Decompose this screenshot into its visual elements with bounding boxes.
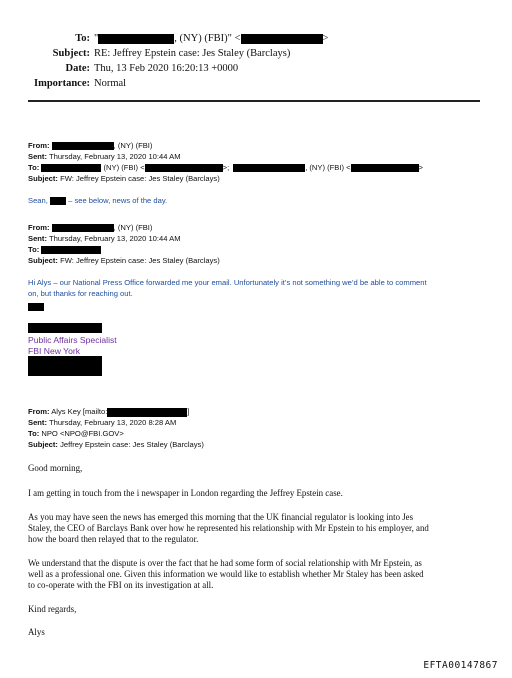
msg3-from-value: Alys Key [mailto: xyxy=(51,407,108,416)
to-quote: " xyxy=(94,33,99,44)
outer-importance-value: Normal xyxy=(94,78,127,89)
msg3-sent-value: Thursday, February 13, 2020 8:28 AM xyxy=(48,418,177,427)
outer-subject-line xyxy=(28,48,290,59)
msg1-to xyxy=(28,163,423,173)
msg1-subject-label: Subject: xyxy=(28,174,58,183)
msg1-sent-value: Thursday, February 13, 2020 10:44 AM xyxy=(48,152,181,161)
msg3-from-end: ] xyxy=(187,407,190,416)
msg2-to-label: To: xyxy=(28,245,40,254)
msg3-paragraph-2-line2: Staley, the CEO of Barclays Bank over how he represented his relationship with Mr Epstein to his employer, and xyxy=(28,523,429,533)
msg3-paragraph-2-line1: As you may have seen the news has emerged this morning that the UK financial regulator is looking into Jes xyxy=(28,512,414,522)
msg3-paragraph-3-line3: to co-operate with the FBI on its investigation at all. xyxy=(28,580,214,590)
signature-office: FBI New York xyxy=(28,346,81,356)
msg1-body-start: Sean, xyxy=(28,196,48,205)
msg1-to-part4: > xyxy=(418,163,423,172)
msg2-to xyxy=(28,245,101,255)
redaction xyxy=(28,356,102,376)
msg2-from xyxy=(28,223,152,233)
msg3-paragraph-2-line3: how the board then relayed that to the regulator. xyxy=(28,534,199,544)
msg3-paragraph-1: I am getting in touch from the i newspaper in London regarding the Jeffrey Epstein case. xyxy=(28,488,343,498)
msg1-body xyxy=(28,196,167,206)
outer-subject-label: Subject: xyxy=(52,48,90,59)
msg3-to xyxy=(28,429,124,439)
msg1-subject xyxy=(28,174,220,184)
msg3-to-label: To: xyxy=(28,429,40,438)
msg1-from-value: , (NY) (FBI) xyxy=(113,141,153,150)
document-id: EFTA00147867 xyxy=(423,660,498,671)
msg1-to-part2: >; xyxy=(222,163,230,172)
msg2-subject-label: Subject: xyxy=(28,256,58,265)
msg2-body-line1: Hi Alys – our National Press Office forwarded me your email. Unfortunately it’s not something we’d be able to comment xyxy=(28,278,427,287)
redaction xyxy=(28,303,44,311)
outer-date-label: Date: xyxy=(65,63,90,74)
redaction xyxy=(28,323,102,333)
header-divider xyxy=(28,100,480,102)
msg2-from-label: From: xyxy=(28,223,50,232)
outer-importance-label: Importance: xyxy=(34,78,90,89)
msg1-sent xyxy=(28,152,181,162)
msg1-sent-label: Sent: xyxy=(28,152,47,161)
msg1-body-end: – see below, news of the day. xyxy=(68,196,168,205)
msg3-closing: Kind regards, xyxy=(28,604,77,614)
msg2-sent-label: Sent: xyxy=(28,234,47,243)
msg3-from-label: From: xyxy=(28,407,50,416)
redaction xyxy=(52,224,114,232)
outer-date-line xyxy=(28,63,238,74)
redaction xyxy=(233,164,305,172)
msg3-sent-label: Sent: xyxy=(28,418,47,427)
msg1-subject-value: FW: Jeffrey Epstein case: Jes Staley (Barclays) xyxy=(60,174,220,183)
msg3-sent xyxy=(28,418,176,428)
redaction xyxy=(41,246,101,254)
outer-subject-value: RE: Jeffrey Epstein case: Jes Staley (Barclays) xyxy=(94,48,291,59)
outer-to-end: > xyxy=(322,33,329,44)
outer-date-value: Thu, 13 Feb 2020 16:20:13 +0000 xyxy=(94,63,239,74)
msg1-to-part1: (NY) (FBI) < xyxy=(103,163,145,172)
msg3-from xyxy=(28,407,189,417)
outer-to-line xyxy=(28,33,328,44)
outer-importance-line xyxy=(28,78,126,89)
msg2-sent xyxy=(28,234,181,244)
msg1-to-label: To: xyxy=(28,163,40,172)
redaction xyxy=(41,164,101,172)
msg2-body-line2: on, but thanks for reaching out. xyxy=(28,289,133,298)
msg2-sent-value: Thursday, February 13, 2020 10:44 AM xyxy=(48,234,181,243)
msg3-greeting: Good morning, xyxy=(28,463,83,473)
msg2-subject-value: FW: Jeffrey Epstein case: Jes Staley (Barclays) xyxy=(60,256,220,265)
redaction xyxy=(351,164,419,172)
msg3-subject xyxy=(28,440,204,450)
msg3-subject-label: Subject: xyxy=(28,440,58,449)
msg3-signature: Alys xyxy=(28,627,45,637)
msg1-from xyxy=(28,141,152,151)
msg3-to-value: NPO <NPO@FBI.GOV> xyxy=(41,429,124,438)
msg3-subject-value: Jeffrey Epstein case: Jes Staley (Barclays) xyxy=(60,440,204,449)
redaction xyxy=(107,407,190,417)
msg3-paragraph-3-line2: well as a professional one. Given this information we would like to establish whether Mr Staley has been asked xyxy=(28,569,424,579)
msg3-paragraph-3-line1: We understand that the dispute is over the fact that he had some form of social relationship with Mr Epstein, as xyxy=(28,558,422,568)
redaction xyxy=(50,197,66,205)
redaction xyxy=(98,34,174,44)
msg1-from-label: From: xyxy=(28,141,50,150)
redaction xyxy=(52,142,114,150)
redaction xyxy=(145,164,223,172)
msg2-from-value: , (NY) (FBI) xyxy=(113,223,153,232)
signature-title: Public Affairs Specialist xyxy=(28,335,117,345)
outer-to-label: To: xyxy=(75,33,90,44)
redaction xyxy=(241,34,323,44)
msg2-subject xyxy=(28,256,220,266)
msg1-to-part3: , (NY) (FBI) < xyxy=(305,163,351,172)
outer-to-value: , (NY) (FBI)" < xyxy=(174,33,241,44)
